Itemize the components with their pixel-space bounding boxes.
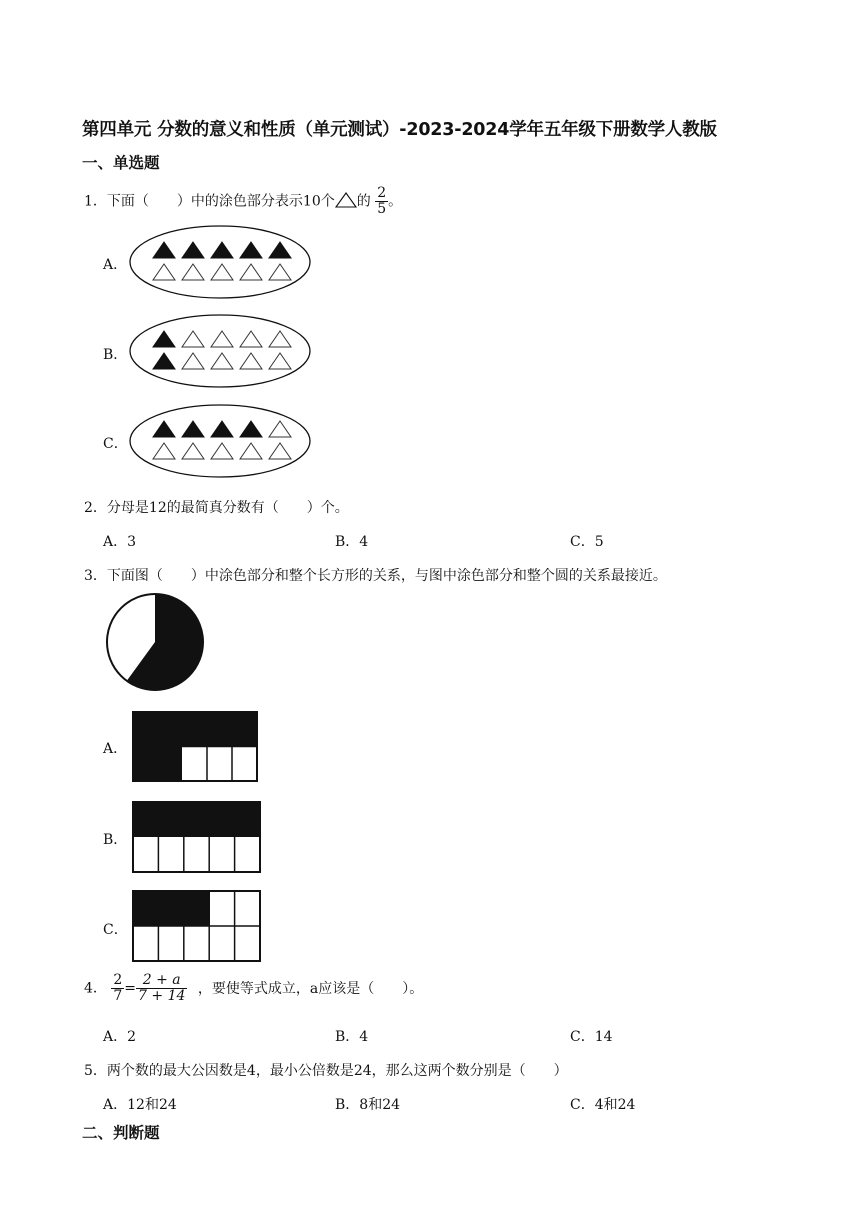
section-heading-single-choice: 一、单选题 — [82, 154, 160, 172]
filled-triangle-icon — [153, 421, 175, 437]
filled-triangle-icon — [182, 421, 204, 437]
fraction-denominator: 7 + 14 — [138, 988, 186, 1004]
option-b-triangle-ellipse[interactable] — [128, 312, 313, 390]
option-b-rectangle[interactable] — [132, 801, 262, 873]
option-a-triangle-ellipse[interactable] — [128, 223, 313, 301]
filled-triangle-icon — [240, 421, 262, 437]
option-text: 8和24 — [359, 1097, 401, 1113]
question-2 — [84, 497, 349, 517]
fraction-denominator: 7 — [113, 988, 123, 1004]
option-c[interactable] — [570, 1026, 613, 1046]
option-c[interactable] — [570, 1094, 635, 1114]
filled-triangle-icon — [153, 242, 175, 258]
option-c[interactable] — [570, 531, 604, 551]
option-c-triangle-ellipse[interactable] — [128, 402, 313, 480]
option-b-label[interactable]: B． — [103, 347, 128, 363]
option-text: 4 — [359, 1029, 369, 1045]
empty-triangle-icon — [153, 264, 175, 280]
option-b[interactable] — [335, 1094, 400, 1114]
option-text: 5 — [594, 534, 604, 550]
option-a-label[interactable]: A． — [103, 257, 128, 273]
question-text: 下面（ ）中的涂色部分表示10个 — [106, 193, 335, 210]
empty-triangle-icon — [182, 443, 204, 459]
empty-triangle-icon — [240, 353, 262, 369]
empty-triangle-icon — [211, 331, 233, 347]
option-text: 4 — [359, 534, 369, 550]
empty-triangle-icon — [153, 443, 175, 459]
fraction-two-fifths — [375, 186, 388, 217]
filled-triangle-icon — [153, 331, 175, 347]
option-text: 3 — [127, 534, 137, 550]
empty-triangle-icon — [269, 353, 291, 369]
option-label: C． — [570, 1097, 595, 1113]
question-number: 5． — [84, 1063, 107, 1079]
fraction-numerator: 2 + a — [142, 972, 181, 988]
question-text-mid: 的 — [356, 193, 371, 210]
empty-triangle-icon — [240, 331, 262, 347]
question-5 — [84, 1060, 568, 1080]
option-label: A． — [103, 1029, 128, 1045]
fraction-numerator: 2 — [113, 972, 123, 988]
filled-triangle-icon — [211, 242, 233, 258]
filled-triangle-icon — [182, 242, 204, 258]
option-b[interactable] — [335, 1026, 368, 1046]
fraction-numerator: 2 — [377, 185, 387, 201]
empty-triangle-icon — [269, 421, 291, 437]
option-b-label[interactable]: B． — [103, 832, 128, 848]
filled-triangle-icon — [240, 242, 262, 258]
ellipse-outline — [130, 315, 310, 387]
option-c-rectangle[interactable] — [132, 890, 262, 962]
triangle-icon — [335, 192, 357, 208]
option-a[interactable] — [103, 1094, 177, 1114]
option-label: C． — [570, 1029, 595, 1045]
option-label: B． — [335, 534, 360, 550]
question-3 — [84, 565, 667, 585]
option-a[interactable] — [103, 531, 136, 551]
empty-triangle-icon — [182, 264, 204, 280]
option-label: B． — [335, 1029, 360, 1045]
question-text-end: 。 — [388, 193, 403, 210]
filled-triangle-icon — [269, 242, 291, 258]
empty-triangle-icon — [211, 443, 233, 459]
empty-triangle-icon — [269, 264, 291, 280]
empty-triangle-icon — [211, 353, 233, 369]
option-c-label[interactable]: C． — [103, 922, 128, 938]
question-number: 1． — [84, 193, 107, 210]
question-number: 2． — [84, 500, 107, 516]
option-label: A． — [103, 534, 128, 550]
option-text: 12和24 — [127, 1097, 177, 1113]
option-a-label[interactable]: A． — [103, 741, 128, 757]
question-text: 下面图（ ）中涂色部分和整个长方形的关系，与图中涂色部分和整个圆的关系最接近。 — [106, 568, 667, 584]
fraction-denominator: 5 — [377, 201, 387, 217]
ellipse-outline — [130, 226, 310, 298]
empty-triangle-icon — [240, 264, 262, 280]
option-a[interactable] — [103, 1026, 136, 1046]
question-text: ，要使等式成立，a应该是（ ）。 — [197, 980, 424, 997]
option-text: 14 — [594, 1029, 613, 1045]
empty-triangle-icon — [269, 331, 291, 347]
question-text: 分母是12的最简真分数有（ ）个。 — [106, 500, 349, 516]
option-text: 2 — [127, 1029, 137, 1045]
equation-right-fraction — [136, 973, 187, 1004]
empty-triangle-icon — [240, 443, 262, 459]
filled-triangle-icon — [211, 421, 233, 437]
shaded-circle-figure — [105, 592, 205, 692]
page-title: 第四单元 分数的意义和性质（单元测试）-2023-2024学年五年级下册数学人教版 — [82, 120, 717, 140]
question-number: 4． — [84, 980, 107, 997]
section-heading-true-false: 二、判断题 — [82, 1124, 160, 1142]
option-label: B． — [335, 1097, 360, 1113]
option-b[interactable] — [335, 531, 368, 551]
empty-triangle-icon — [211, 264, 233, 280]
option-text: 4和24 — [594, 1097, 636, 1113]
option-c-label[interactable]: C． — [103, 436, 128, 452]
question-1 — [84, 186, 402, 217]
equals-sign: = — [124, 980, 137, 997]
question-text: 两个数的最大公因数是4，最小公倍数是24，那么这两个数分别是（ ） — [106, 1063, 568, 1079]
question-number: 3． — [84, 568, 107, 584]
filled-triangle-icon — [153, 353, 175, 369]
empty-triangle-icon — [182, 331, 204, 347]
ellipse-outline — [130, 405, 310, 477]
option-label: C． — [570, 534, 595, 550]
option-a-rectangle[interactable] — [132, 711, 258, 783]
equation-left-fraction — [111, 973, 124, 1004]
question-4 — [84, 973, 423, 1004]
option-label: A． — [103, 1097, 128, 1113]
empty-triangle-icon — [269, 443, 291, 459]
empty-triangle-icon — [182, 353, 204, 369]
